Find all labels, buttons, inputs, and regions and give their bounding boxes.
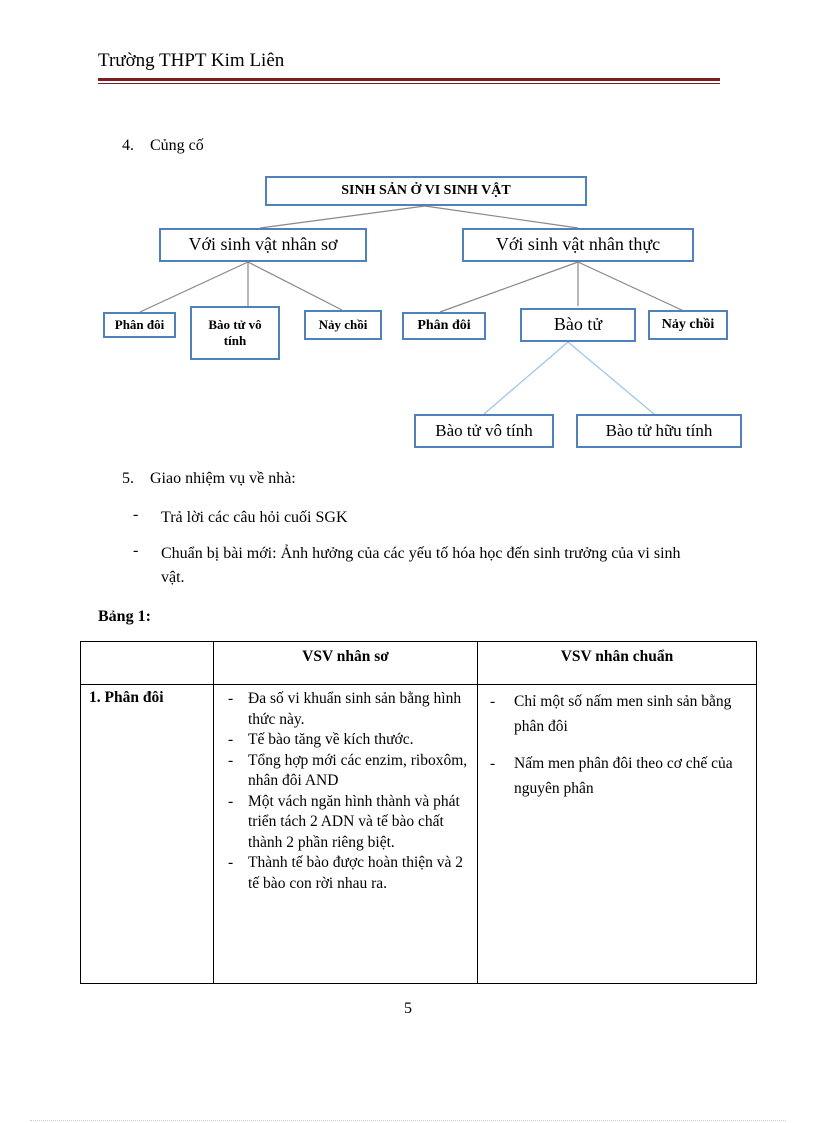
connector-left-naychoi bbox=[248, 262, 342, 310]
table-row bbox=[81, 685, 757, 984]
diagram-euk-naychoi: Nảy chồi bbox=[648, 310, 728, 340]
diagram-eukaryote: Với sinh vật nhân thực bbox=[462, 228, 694, 262]
list-item: - Một vách ngăn hình thành và phát triển tách 2 ADN và tế bào chất thành 2 phần riêng biệt. bbox=[222, 792, 469, 854]
connector-left-phandoi bbox=[140, 262, 248, 312]
connector-right-phandoi bbox=[440, 262, 578, 312]
diagram-spore-sexual: Bào tử hữu tính bbox=[576, 414, 742, 448]
section-5-number: 5. bbox=[122, 470, 134, 487]
section-5-heading bbox=[122, 470, 296, 488]
diagram-euk-baotu: Bào tử bbox=[520, 308, 636, 342]
cell-prokaryote bbox=[214, 685, 478, 984]
diagram-root: SINH SẢN Ở VI SINH VẬT bbox=[265, 176, 587, 206]
list-item: - Nấm men phân đôi theo cơ chế của nguyên phân bbox=[486, 751, 748, 801]
list-item: - Thành tế bào được hoàn thiện và 2 tế bào con rời nhau ra. bbox=[222, 853, 469, 894]
connector-spore-asexual bbox=[484, 342, 568, 414]
list-item: - Tế bào tăng về kích thước. bbox=[222, 730, 469, 751]
footer-divider bbox=[30, 1120, 786, 1121]
header-school: Trường THPT Kim Liên bbox=[98, 50, 285, 71]
diagram-pro-naychoi: Nảy chồi bbox=[304, 310, 382, 340]
table-1 bbox=[80, 641, 757, 984]
list-item: - Tổng hợp mới các enzim, riboxôm, nhân đôi AND bbox=[222, 751, 469, 792]
section-4-number: 4. bbox=[122, 137, 134, 154]
page-number: 5 bbox=[404, 1000, 412, 1017]
diagram-euk-phandoi: Phân đôi bbox=[402, 312, 486, 340]
table-header-eukaryote: VSV nhân chuẩn bbox=[478, 642, 757, 685]
table-header-prokaryote: VSV nhân sơ bbox=[214, 642, 478, 685]
connector-right-naychoi bbox=[578, 262, 686, 312]
section-5-title: Giao nhiệm vụ về nhà: bbox=[150, 470, 296, 487]
diagram-prokaryote: Với sinh vật nhân sơ bbox=[159, 228, 367, 262]
cell-eukaryote bbox=[478, 685, 757, 984]
section-4-title: Củng cố bbox=[150, 137, 204, 154]
list-item: - Chỉ một số nấm men sinh sản bằng phân đôi bbox=[486, 689, 748, 739]
row-label-binary-fission: 1. Phân đôi bbox=[81, 685, 214, 984]
homework-item-text: Trả lời các câu hỏi cuối SGK bbox=[161, 509, 348, 526]
table-1-title: Bảng 1: bbox=[98, 608, 151, 625]
diagram-pro-baotu: Bào tử vô tính bbox=[190, 306, 280, 360]
connector-root-left bbox=[260, 206, 425, 228]
homework-item-text: Chuẩn bị bài mới: Ảnh hưởng của các yếu tố hóa học đến sinh trưởng của vi sinh vật. bbox=[161, 545, 681, 586]
diagram-spore-asexual: Bào tử vô tính bbox=[414, 414, 554, 448]
diagram-pro-phandoi: Phân đôi bbox=[103, 312, 176, 338]
connector-root-right bbox=[425, 206, 578, 228]
table-header-empty bbox=[81, 642, 214, 685]
list-item: - Đa số vi khuẩn sinh sản bằng hình thức này. bbox=[222, 689, 469, 730]
table-header-row bbox=[81, 642, 757, 685]
connector-spore-sexual bbox=[568, 342, 654, 414]
